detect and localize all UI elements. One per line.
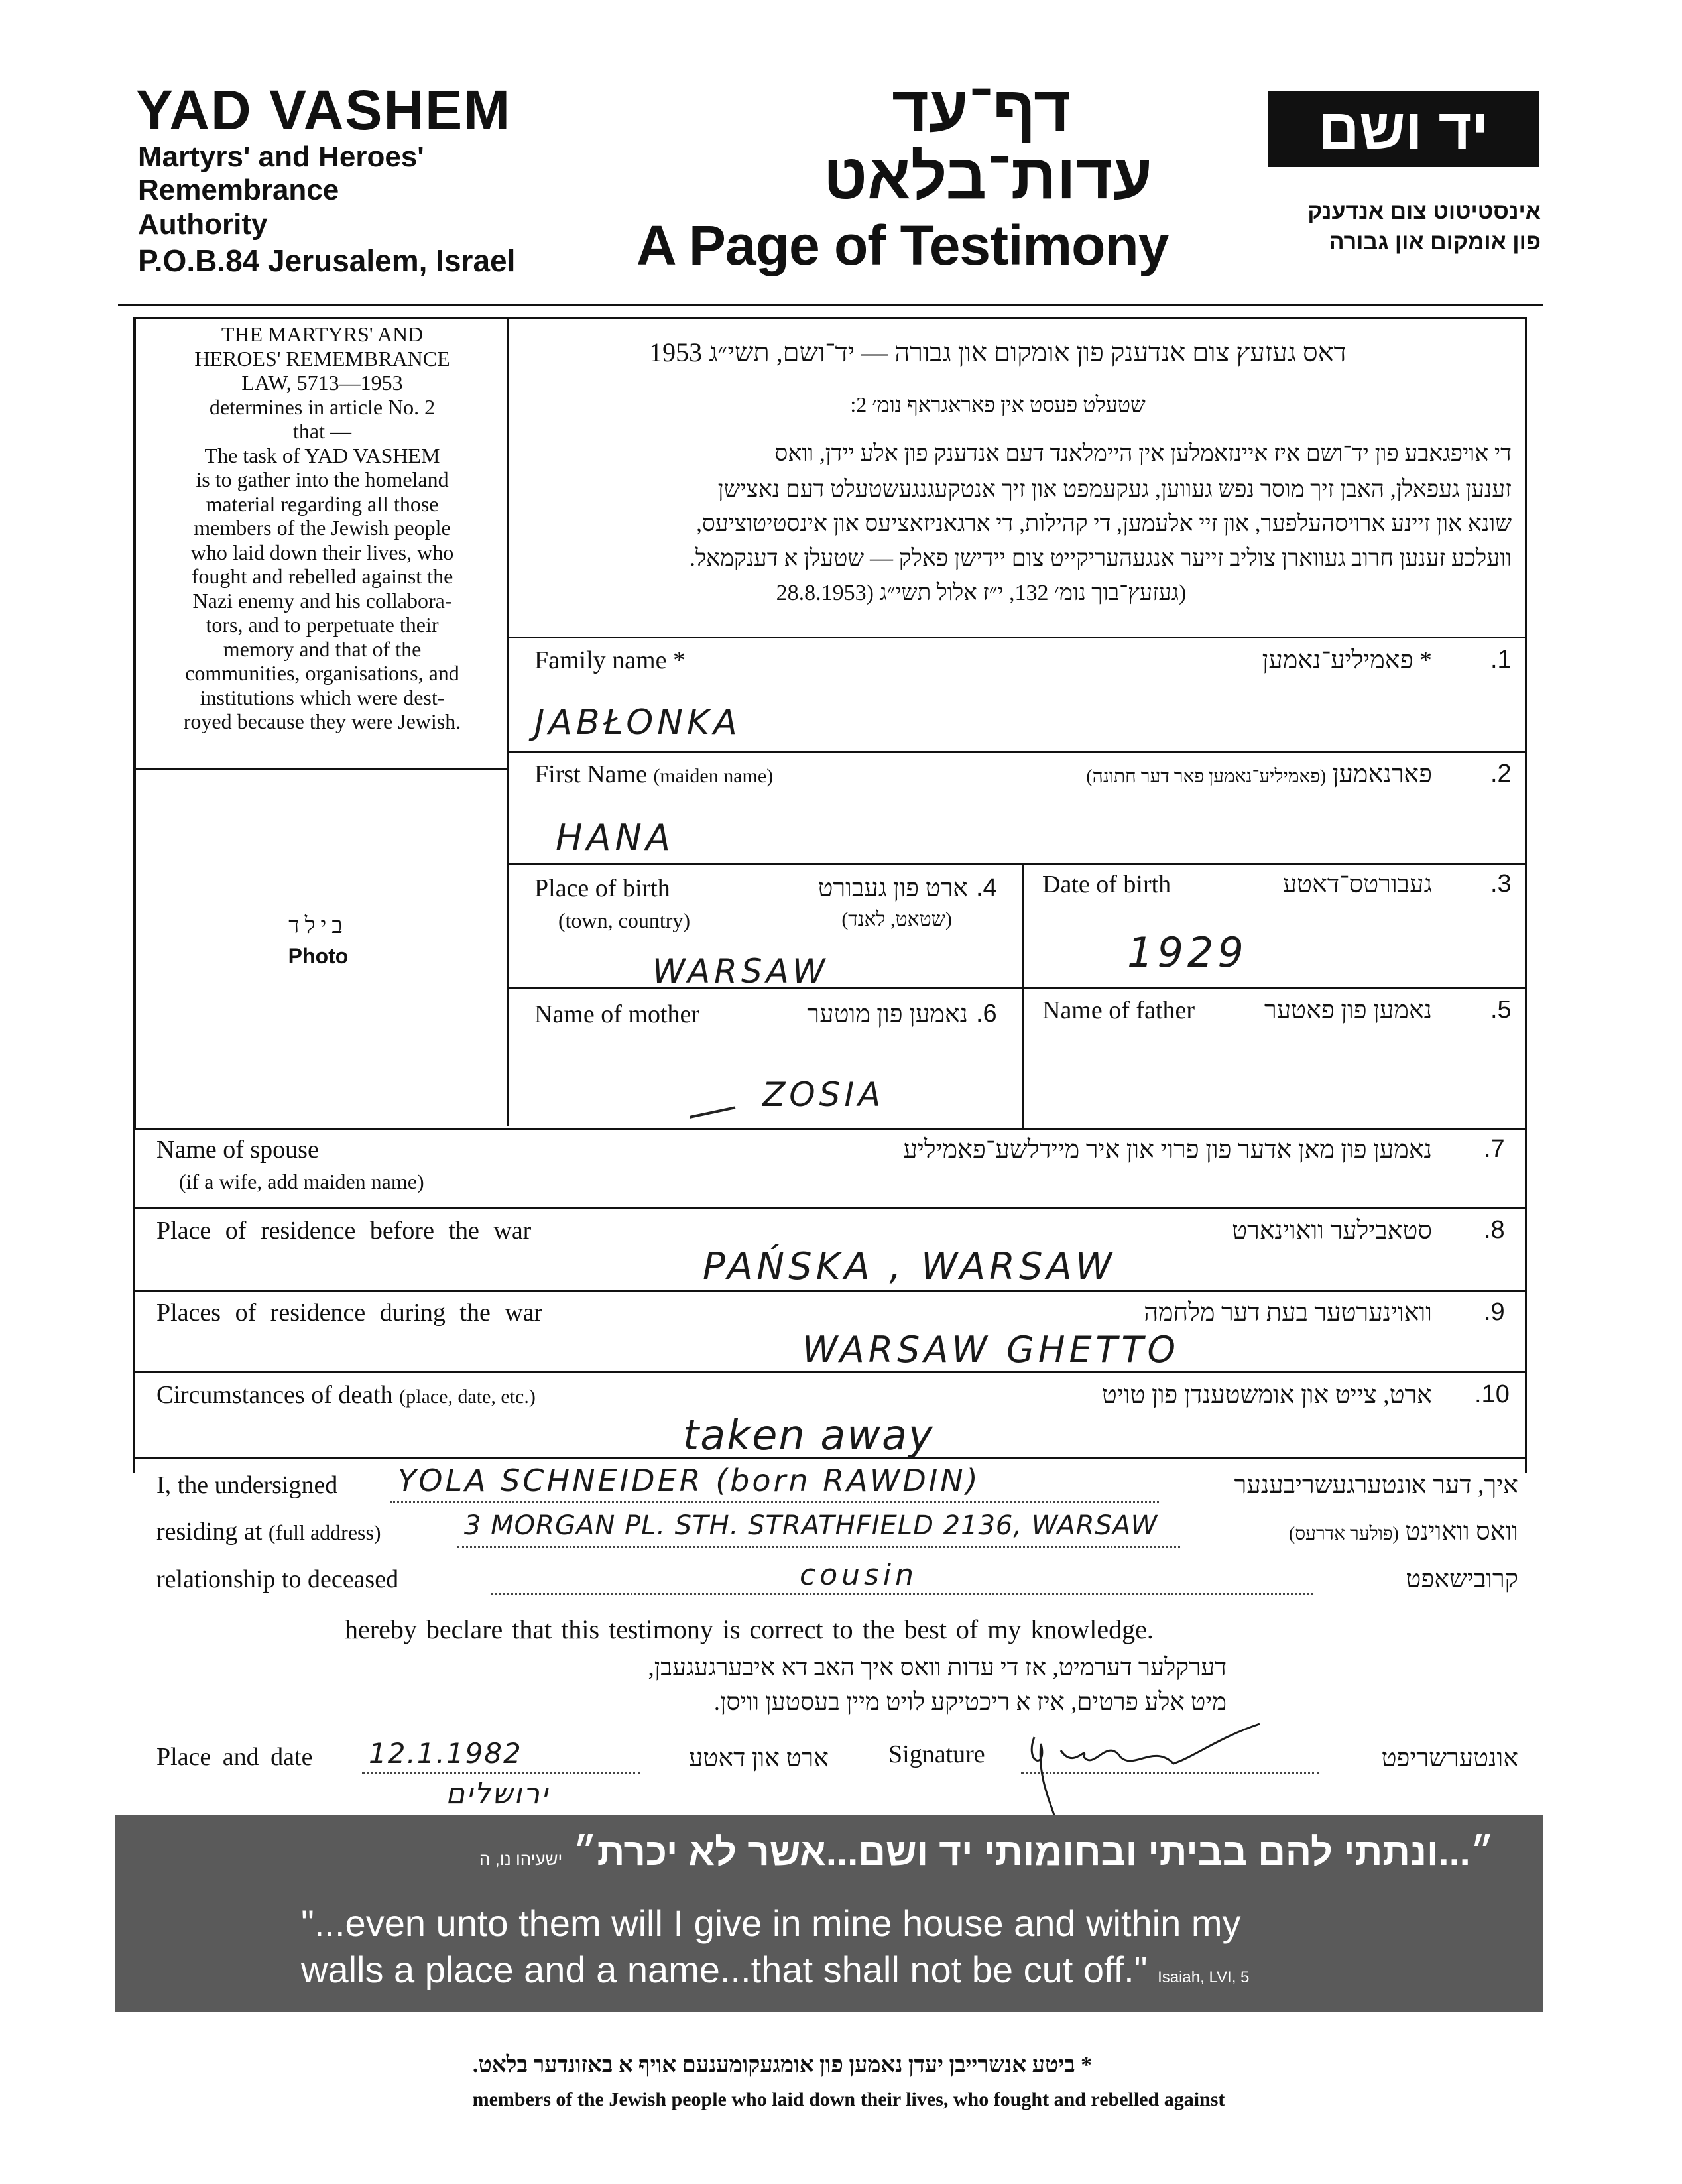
intro-line-3: די אויפגאבע פון יד־ושם איז איינזאמלען אין היימלאנד דעם אנדענק פון אלע יידן, וואס	[774, 440, 1512, 466]
intro-line-6: וועלכע זענען חרוב געווארן צוליב זייער אנגעהעריקייט צום יידישן פאלק — שטעלן א דענקמאל.	[690, 545, 1512, 571]
mother-name-label-yi: נאמען פון מוטער	[807, 1001, 968, 1028]
first-name-value[interactable]: HANA	[556, 817, 674, 859]
field-number: .9	[1484, 1298, 1505, 1326]
rule-f9	[133, 1290, 1527, 1292]
field-number: .10	[1474, 1380, 1510, 1408]
frame-top	[133, 317, 1527, 319]
rule-f2	[508, 751, 1526, 753]
sidebar-photo-rule	[133, 768, 508, 770]
undersigned-label-yi: איך, דער אונטערגעשריבענער	[1234, 1471, 1518, 1499]
declaration-english: hereby beclare that this testimony is correct to the best of my knowledge.	[345, 1614, 1154, 1644]
intro-line-1: דאס געזעץ צום אנדענק פון אומקום און גבורה — יד־ושם, תשי״ג 1953	[649, 337, 1347, 367]
relationship-line	[491, 1593, 1313, 1595]
residing-label-yi-note: (פולער אדרעס)	[1288, 1524, 1399, 1544]
frame-right	[1525, 317, 1527, 1130]
law-line: members of the Jewish people	[194, 516, 451, 540]
yiddish-title-1: דף־עד	[892, 74, 1071, 145]
banner-hebrew-ref: ישעיהו נו, ה	[479, 1849, 563, 1869]
logo-caption-1: אינסטיטוט צום אנדענק	[1307, 199, 1541, 224]
family-name-value[interactable]: JABŁONKA	[534, 703, 741, 743]
field-number: .6	[976, 1000, 997, 1028]
org-line-3: Authority	[138, 208, 268, 241]
death-circumstances-label	[156, 1380, 536, 1410]
rule-f7	[133, 1128, 1527, 1130]
header-rule	[118, 304, 1543, 306]
family-name-label: Family name *	[534, 646, 686, 674]
yiddish-title-2: עדות־בלאט	[823, 141, 1152, 212]
residence-during-label-yi: וואוינערטער בעת דער מלחמה	[1144, 1299, 1432, 1327]
rule-f3	[508, 863, 1526, 865]
residing-line	[457, 1546, 1180, 1548]
banner-english-1: "...even unto them will I give in mine house and within my	[301, 1902, 1241, 1944]
residing-label	[156, 1517, 381, 1546]
residence-during-value[interactable]: WARSAW GHETTO	[802, 1329, 1180, 1370]
law-line: LAW, 5713—1953	[241, 371, 403, 394]
first-name-label	[534, 760, 773, 789]
signature-mark	[1021, 1717, 1286, 1817]
residing-value[interactable]: 3 MORGAN PL. STH. STRATHFIELD 2136, WARSAW	[464, 1510, 1158, 1541]
place-of-birth-label	[534, 874, 690, 933]
logo-caption-2: פון אומקום און גבורה	[1329, 229, 1541, 255]
first-name-label-yi-note: (פאמיליע־נאמען פאר דער חתונה)	[1086, 766, 1327, 787]
law-line: The task of YAD VASHEM	[204, 443, 440, 467]
death-circumstances-label-text: Circumstances of death	[156, 1381, 393, 1409]
place-of-birth-label-text: Place of birth	[534, 875, 670, 902]
law-line: who laid down their lives, who	[190, 540, 454, 564]
relationship-value[interactable]: cousin	[800, 1558, 918, 1592]
residing-label-yi	[1187, 1517, 1518, 1546]
law-line: fought and rebelled against the	[191, 564, 453, 588]
yad-vashem-logo	[1268, 91, 1539, 167]
place-date-line	[362, 1772, 640, 1774]
banner-english-2-text: walls a place and a name...that shall not be cut off."	[301, 1949, 1148, 1990]
date-of-birth-label-yi: געבורטס־דאטע	[1282, 871, 1432, 898]
residing-label-note: (full address)	[268, 1520, 381, 1544]
undersigned-value[interactable]: YOLA SCHNEIDER (born RAWDIN)	[398, 1463, 981, 1498]
declaration-yiddish-2: מיט אלע פרטים, איז א ריכטיקע לויט מיין בעסטען וויסן.	[713, 1689, 1227, 1716]
residence-before-value[interactable]: PAŃSKA , WARSAW	[703, 1245, 1116, 1288]
residence-before-label-yi: סטאבילער וואוינארט	[1232, 1217, 1432, 1244]
frame-lower-right	[1525, 1128, 1527, 1473]
place-of-birth-label-yi-text: ארט פון געבורט	[817, 875, 968, 902]
signature-label-yi: אונטערשריפט	[1381, 1744, 1518, 1772]
law-line: Nazi enemy and his collabora-	[192, 588, 452, 613]
place-of-birth-label-yi-note: (שטאט, לאנד)	[841, 908, 952, 930]
spouse-name-label: Name of spouse	[156, 1136, 319, 1164]
place-of-birth-value[interactable]: WARSAW	[652, 952, 829, 991]
intro-line-7: (געזעץ־בוך נומ׳ 132, י״ז אלול תשי״ג (28.8.1953	[776, 581, 1187, 605]
photo-label: Photo	[288, 944, 349, 968]
org-name: YAD VASHEM	[136, 79, 512, 141]
quote-banner	[115, 1815, 1543, 2012]
banner-hebrew-text: ״...ונתתי להם בביתי ובחומותי יד ושם...אשר לא יכרת״	[573, 1831, 1494, 1874]
spouse-name-label-yi: נאמען פון מאן אדער פון פרוי און איר מיידלשע־פאמיליע	[903, 1136, 1432, 1164]
field-number: .1	[1490, 646, 1512, 674]
law-line: THE MARTYRS' AND	[221, 322, 424, 346]
field-number: .7	[1484, 1135, 1505, 1163]
residing-label-text: residing at	[156, 1518, 263, 1546]
residence-during-label: Places of residence during the war	[156, 1299, 543, 1327]
org-address: P.O.B.84 Jerusalem, Israel	[138, 243, 516, 278]
first-name-label-note: (maiden name)	[653, 765, 774, 787]
divider-f3-f4	[1022, 863, 1024, 1128]
sidebar-divider	[507, 317, 509, 1126]
law-line: HEROES' REMEMBRANCE	[194, 346, 450, 371]
undersigned-label: I, the undersigned	[156, 1471, 338, 1499]
spouse-name-note: (if a wife, add maiden name)	[179, 1170, 424, 1193]
footer-english: members of the Jewish people who laid down their lives, who fought and rebelled against	[472, 2089, 1225, 2110]
org-line-2: Remembrance	[138, 174, 339, 206]
english-title: A Page of Testimony	[636, 214, 1169, 276]
footer-yiddish: * ביטע אנשרייבן יעדן נאמען פון אומגעקומענעם אויף א באזונדער בלאט.	[472, 2053, 1093, 2077]
mother-name-label: Name of mother	[534, 1001, 700, 1028]
date-of-birth-label: Date of birth	[1042, 871, 1171, 898]
father-name-label-yi: נאמען פון פאטער	[1264, 997, 1432, 1024]
rule-f8	[133, 1207, 1527, 1209]
frame-left	[133, 317, 136, 1130]
relationship-label: relationship to deceased	[156, 1565, 399, 1593]
law-text	[141, 322, 504, 734]
rule-f1	[508, 637, 1526, 638]
field-number: .2	[1490, 760, 1512, 788]
crossed-out-text	[685, 1083, 736, 1119]
residence-before-label: Place of residence before the war	[156, 1217, 532, 1244]
field-number: .3	[1490, 870, 1512, 898]
first-name-label-yi	[928, 760, 1432, 789]
field-number: .4	[976, 874, 997, 902]
banner-english-ref: Isaiah, LVI, 5	[1158, 1969, 1250, 1986]
place-extra-value[interactable]: ירושלים	[446, 1777, 549, 1811]
intro-line-2: שטעלט פעסט אין פאראגראף נומ׳ 2:	[850, 393, 1146, 416]
banner-english-2	[301, 1948, 1249, 1991]
rule-f10	[133, 1371, 1527, 1373]
place-date-label-yi: ארט און דאטע	[688, 1744, 829, 1772]
org-line-1: Martyrs' and Heroes'	[138, 141, 424, 173]
place-of-birth-label-yi	[716, 874, 968, 931]
law-line: communities, organisations, and	[185, 661, 459, 685]
date-of-birth-value[interactable]: 1929	[1127, 928, 1248, 977]
place-of-birth-label-note: (town, country)	[558, 908, 691, 932]
residing-label-yi-text: וואס וואוינט	[1405, 1518, 1518, 1546]
undersigned-line	[390, 1501, 1159, 1503]
family-name-label-yi: * פאמיליע־נאמען	[1262, 646, 1432, 674]
father-name-label: Name of father	[1042, 997, 1195, 1024]
signature-label: Signature	[888, 1740, 985, 1768]
law-line: royed because they were Jewish.	[183, 709, 461, 733]
place-date-label: Place and date	[156, 1743, 313, 1771]
law-line: is to gather into the homeland	[196, 467, 449, 491]
law-line: determines in article No. 2	[209, 394, 436, 419]
first-name-label-yi-text: פארנאמען	[1332, 760, 1432, 788]
intro-line-4: זענען געפאלן, האבן זיך מוסר נפש געווען, געקעמפט און זיך אנטקעגנגעשטעלט דעם נאצישן	[717, 476, 1512, 502]
law-line: that —	[293, 419, 351, 443]
first-name-label-text: First Name	[534, 760, 647, 788]
law-line: institutions which were dest-	[200, 685, 445, 709]
photo-label-yiddish: בילד	[288, 914, 348, 938]
mother-name-value[interactable]: ZOSIA	[762, 1075, 885, 1114]
law-line: memory and that of the	[223, 637, 422, 661]
place-date-value[interactable]: 12.1.1982	[369, 1737, 522, 1770]
death-circumstances-label-note: (place, date, etc.)	[399, 1386, 536, 1408]
declaration-yiddish-1: דערקלער דערמיט, אז די עדות וואס איך האב דא איבערגעגעבן,	[648, 1654, 1227, 1681]
law-line: material regarding all those	[206, 491, 439, 516]
field-number: .5	[1490, 996, 1512, 1024]
frame-lower-left	[133, 1128, 135, 1473]
relationship-label-yi: קרובישאפט	[1406, 1565, 1518, 1593]
law-line: tors, and to perpetuate their	[206, 613, 439, 637]
banner-hebrew	[367, 1830, 1494, 1874]
intro-line-5: שונא און זיינע ארויסהעלפער, און זיי אלעמען, די קהילות, די ארגאניזאציעס און אינסטיטוציעס,	[696, 511, 1512, 536]
field-number: .8	[1484, 1216, 1505, 1244]
death-circumstances-label-yi: ארט, צייט און אומשטענדן פון טויט	[1101, 1381, 1432, 1409]
logo-text: יד ושם	[1318, 97, 1489, 161]
death-circumstances-value[interactable]: taken away	[683, 1411, 934, 1459]
